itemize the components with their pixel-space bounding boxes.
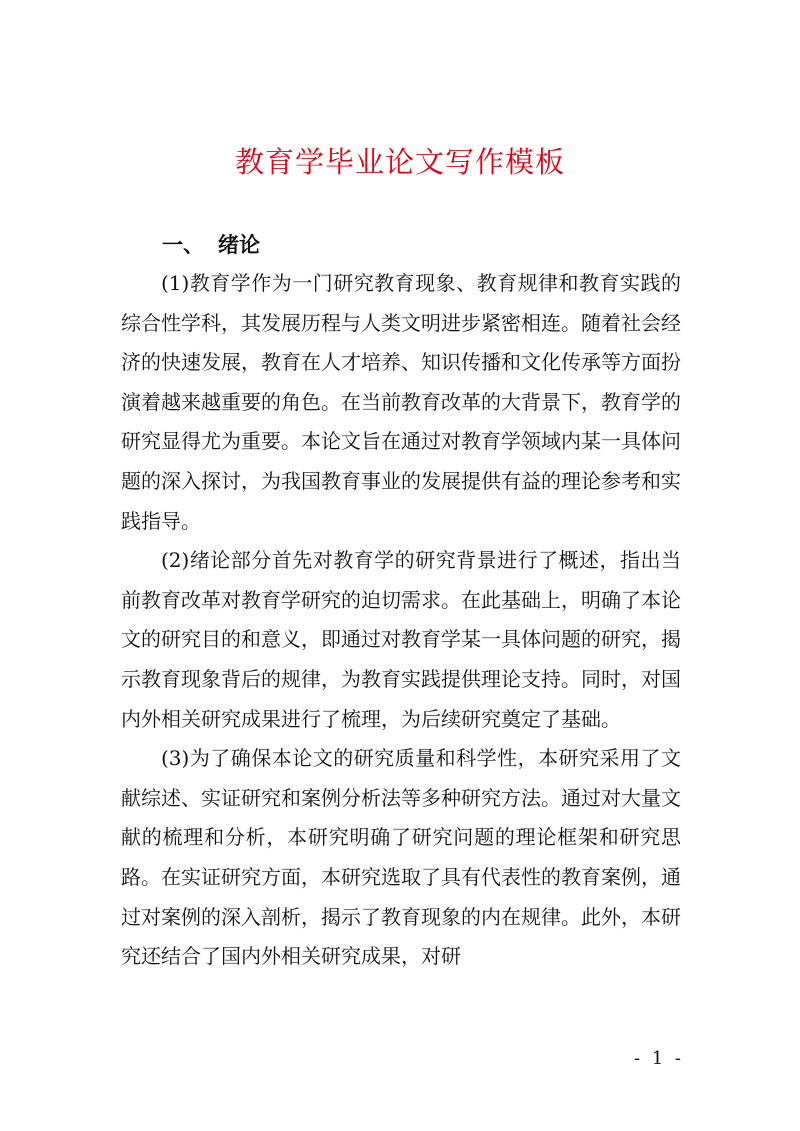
paragraph-3: (3)为了确保本论文的研究质量和科学性，本研究采用了文献综述、实证研究和案例分析法等多种研究方法。通过对大量文献的梳理和分析，本研究明确了研究问题的理论框架和研究思路。在实证研究方面，本研究选取了具有代表性的教育案例，通过对案例的深入剖析，揭示了教育现象的内在规律。此外，本研究还结合了国内外相关研究成果，对研 <box>121 746 681 969</box>
document-body <box>121 264 681 977</box>
section-heading <box>162 229 260 259</box>
paragraph-2: (2)绪论部分首先对教育学的研究背景进行了概述，指出当前教育改革对教育学研究的迫切需求。在此基础上，明确了本论文的研究目的和意义，即通过对教育学某一具体问题的研究，揭示教育现象背后的规律，为教育实践提供理论支持。同时，对国内外相关研究成果进行了梳理，为后续研究奠定了基础。 <box>121 548 681 731</box>
document-title: 教育学毕业论文写作模板 <box>234 145 565 179</box>
section-title: 绪论 <box>218 233 260 257</box>
page-number: - 1 - <box>633 1048 684 1069</box>
section-number: 一、 <box>162 233 204 257</box>
paragraph-1: (1)教育学作为一门研究教育现象、教育规律和教育实践的综合性学科，其发展历程与人类文明进步紧密相连。随着社会经济的快速发展，教育在人才培养、知识传播和文化传承等方面扮演着越来越重要的角色。在当前教育改革的大背景下，教育学的研究显得尤为重要。本论文旨在通过对教育学领域内某一具体问题的深入探讨，为我国教育事业的发展提供有益的理论参考和实践指导。 <box>121 271 681 533</box>
